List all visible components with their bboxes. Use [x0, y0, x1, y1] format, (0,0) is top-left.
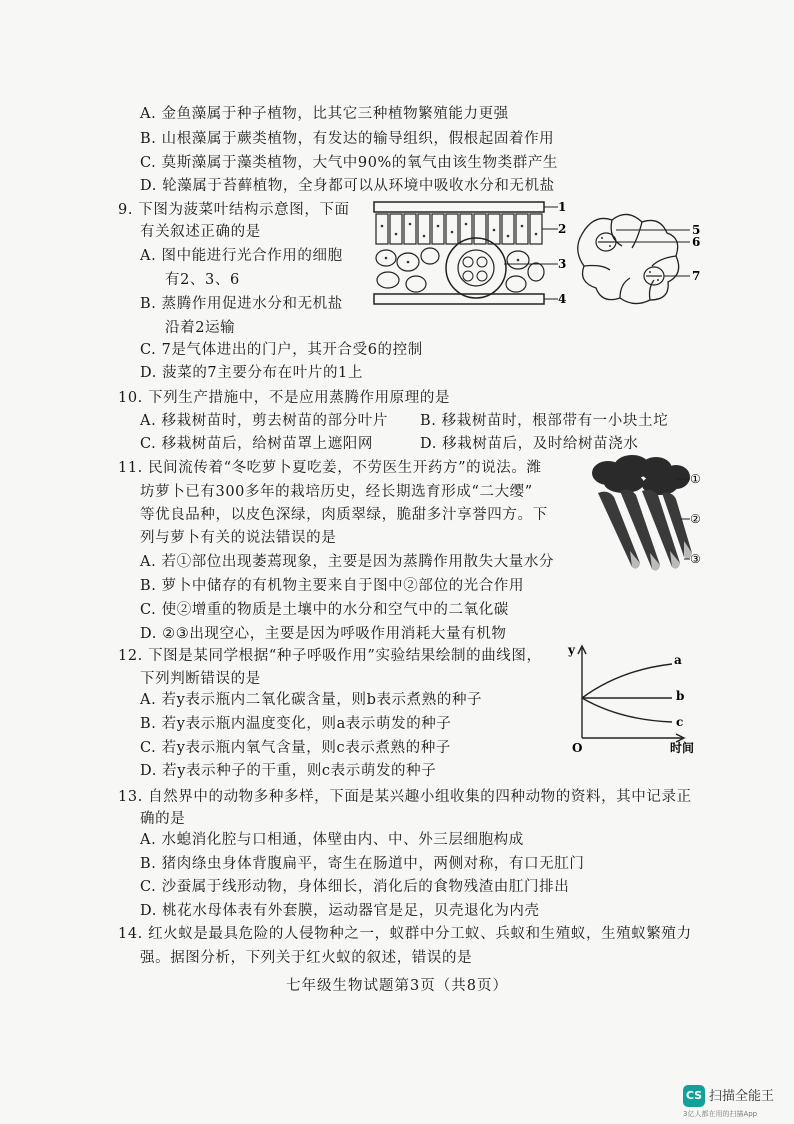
q10-option-a: A. 移栽树苗时，剪去树苗的部分叶片 [140, 413, 388, 429]
q12-option-b: B. 若y表示瓶内温度变化，则a表示萌发的种子 [140, 716, 452, 732]
q9-option-b-cont: 沿着2运输 [165, 320, 236, 336]
q11-option-a: A. 若①部位出现萎蔫现象，主要是因为蒸腾作用散失大量水分 [140, 554, 555, 570]
label-circle-1: ① [690, 472, 701, 486]
watermark-sub: 3亿人都在用的扫描App [683, 1110, 758, 1118]
q13-stem-cont: 确的是 [140, 811, 186, 827]
cs-logo-icon: CS [683, 1085, 705, 1107]
q12-stem-cont: 下列判断错误的是 [140, 671, 261, 687]
respiration-curve-chart [560, 640, 710, 756]
q13-option-c: C. 沙蚕属于线形动物，身体细长，消化后的食物残渣由肛门排出 [140, 879, 570, 895]
x-axis-label: 时间 [670, 741, 695, 755]
q11-stem-cont-1: 坊萝卜已有300多年的栽培历史，经长期选育形成“二大缨” [140, 484, 533, 500]
q13-option-d: D. 桃花水母体表有外套膜，运动器官是足，贝壳退化为内壳 [140, 903, 540, 919]
q14-stem-cont: 强。据图分析，下列关于红火蚁的叙述，错误的是 [140, 950, 473, 966]
origin-label: O [572, 741, 583, 755]
q11-stem-cont-2: 等优良品种，以皮色深绿，肉质翠绿，脆甜多汁享誉四方。下 [140, 507, 548, 523]
q9-option-d: D. 菠菜的7主要分布在叶片的1上 [140, 365, 363, 381]
q11-stem-cont-3: 列与萝卜有关的说法错误的是 [140, 530, 337, 546]
q9-stem: 9. 下图为菠菜叶结构示意图，下面 [118, 202, 350, 218]
label-7: 7 [692, 269, 701, 283]
q8-option-a: A. 金鱼藻属于种子植物，比其它三种植物繁殖能力更强 [140, 106, 509, 122]
q12-option-c: C. 若y表示瓶内氧气含量，则c表示煮熟的种子 [140, 740, 451, 756]
q10-option-d: D. 移栽树苗后，及时给树苗浇水 [420, 436, 639, 452]
q10-option-b: B. 移栽树苗时，根部带有一小块土坨 [420, 413, 669, 429]
q13-option-b: B. 猪肉绦虫身体背腹扁平，寄生在肠道中，两侧对称，有口无肛门 [140, 856, 585, 872]
curve-label-a: a [674, 653, 682, 667]
label-circle-3: ③ [690, 552, 701, 566]
q10-stem: 10. 下列生产措施中，不是应用蒸腾作用原理的是 [118, 390, 451, 406]
q9-option-a: A. 图中能进行光合作用的细胞 [140, 248, 343, 264]
label-1: 1 [558, 200, 567, 214]
y-axis-label: y [568, 643, 575, 657]
curve-c [582, 698, 672, 722]
label-6: 6 [692, 235, 701, 249]
q12-option-d: D. 若y表示种子的干重，则c表示萌发的种子 [140, 763, 437, 779]
q12-option-a: A. 若y表示瓶内二氧化碳含量，则b表示煮熟的种子 [140, 692, 483, 708]
q11-option-c: C. 使②增重的物质是土壤中的水分和空气中的二氧化碳 [140, 602, 509, 618]
q13-stem: 13. 自然界中的动物多种多样，下面是某兴趣小组收集的四种动物的资料，其中记录正 [118, 789, 692, 805]
q9-option-c: C. 7是气体进出的门户，其开合受6的控制 [140, 342, 423, 358]
curve-a [582, 664, 672, 698]
epidermis-stoma-diagram [572, 208, 712, 308]
q9-stem-cont: 有关叙述正确的是 [140, 224, 261, 240]
q8-option-b: B. 山根藻属于蕨类植物，有发达的输导组织，假根起固着作用 [140, 131, 555, 147]
label-4: 4 [558, 292, 567, 306]
q8-option-d: D. 轮藻属于苔藓植物，全身都可以从环境中吸收水分和无机盐 [140, 178, 555, 194]
q11-option-d: D. ②③出现空心，主要是因为呼吸作用消耗大量有机物 [140, 626, 507, 642]
q9-option-a-cont: 有2、3、6 [165, 272, 240, 288]
curve-label-c: c [676, 715, 684, 729]
leaf-cross-section-diagram [368, 196, 568, 314]
q13-option-a: A. 水螅消化腔与口相通，体壁由内、中、外三层细胞构成 [140, 832, 524, 848]
q10-option-c: C. 移栽树苗后，给树苗罩上遮阳网 [140, 436, 373, 452]
label-2: 2 [558, 222, 567, 236]
curve-label-b: b [676, 689, 685, 703]
label-5: 5 [692, 223, 701, 237]
q12-stem: 12. 下图是某同学根据“种子呼吸作用”实验结果绘制的曲线图， [118, 648, 542, 664]
radish-image [580, 455, 710, 583]
q14-stem: 14. 红火蚁是最具危险的人侵物种之一，蚁群中分工蚁、兵蚁和生殖蚁，生殖蚁繁殖力 [118, 926, 692, 942]
label-circle-2: ② [690, 512, 701, 526]
q11-option-b: B. 萝卜中储存的有机物主要来自于图中②部位的光合作用 [140, 578, 525, 594]
q11-stem: 11. 民间流传着“冬吃萝卜夏吃姜，不劳医生开药方”的说法。潍 [118, 460, 542, 476]
watermark-name: 扫描全能王 [709, 1089, 775, 1104]
page-footer: 七年级生物试题第3页（共8页） [286, 978, 508, 994]
q9-option-b: B. 蒸腾作用促进水分和无机盐 [140, 296, 343, 312]
label-3: 3 [558, 257, 567, 271]
q8-option-c: C. 莫斯藻属于藻类植物，大气中90%的氧气由该生物类群产生 [140, 155, 559, 171]
